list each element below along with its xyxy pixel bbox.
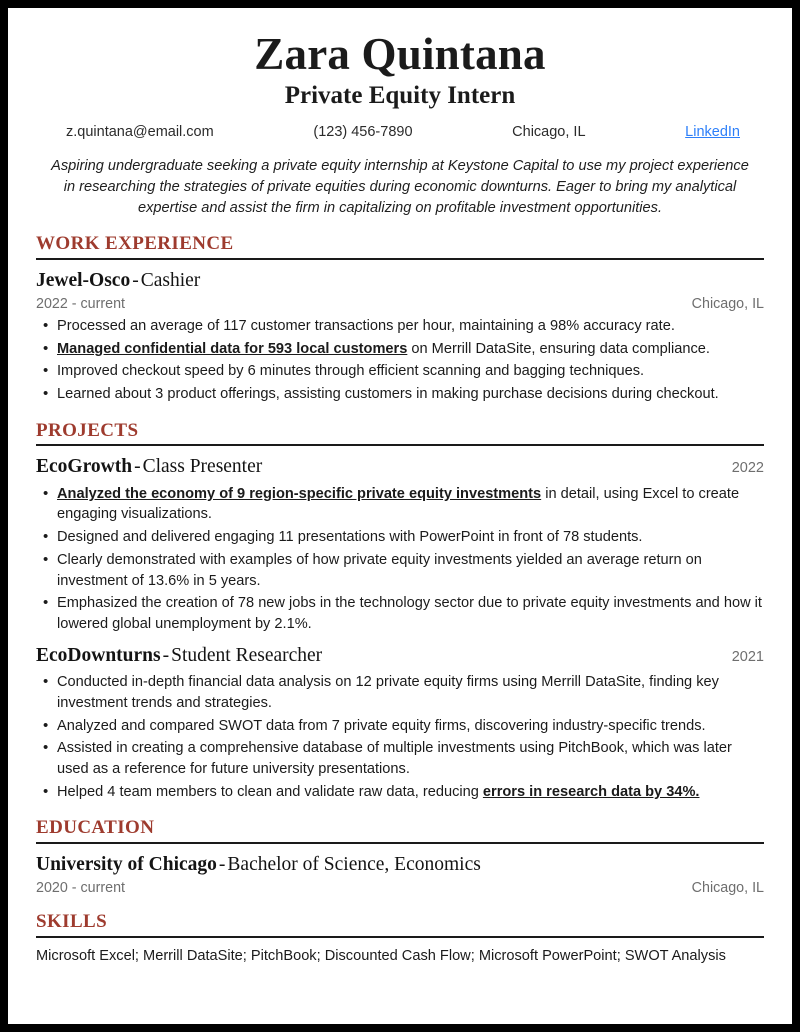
project-entry	[36, 644, 764, 803]
section-projects	[36, 420, 764, 803]
contact-row	[36, 124, 764, 140]
bullet-text: on Merrill DataSite, ensuring data compliance.	[407, 340, 710, 357]
list-item	[36, 384, 764, 405]
section-education	[36, 817, 764, 896]
list-item	[36, 550, 764, 591]
list-item	[36, 593, 764, 634]
work-entry	[36, 269, 764, 405]
list-item	[36, 716, 764, 737]
skills-list: Microsoft Excel; Merrill DataSite; PitchBook; Discounted Cash Flow; Microsoft PowerPoint; SWOT Analysis	[36, 947, 726, 964]
entry-organization: Jewel-Osco	[36, 269, 131, 291]
bullet-text: Analyzed and compared SWOT data from 7 private equity firms, discovering industry-specific trends.	[57, 717, 706, 734]
entry-location: Chicago, IL	[691, 880, 764, 897]
bullet-text: Learned about 3 product offerings, assisting customers in making purchase decisions during checkout.	[57, 386, 719, 403]
entry-title	[36, 853, 481, 877]
contact-linkedin-link[interactable]: LinkedIn	[685, 124, 740, 141]
candidate-name: Zara Quintana	[254, 29, 546, 79]
section-skills	[36, 911, 764, 966]
entry-separator: -	[132, 269, 139, 291]
list-item	[36, 527, 764, 548]
list-item	[36, 782, 764, 803]
bullet-text: Processed an average of 117 customer transactions per hour, maintaining a 98% accuracy rate.	[57, 318, 675, 335]
bullet-text: Designed and delivered engaging 11 presentations with PowerPoint in front of 78 students.	[57, 529, 643, 546]
entry-year: 2022	[731, 460, 764, 477]
contact-phone: (123) 456-7890	[313, 124, 413, 141]
entry-bullet-list	[36, 316, 764, 405]
list-item	[36, 316, 764, 337]
list-item	[36, 738, 764, 779]
section-divider	[36, 842, 764, 844]
bullet-text: Clearly demonstrated with examples of how private equity investments yielded an average return on investment of 13.6% in 5 years.	[57, 551, 702, 589]
entry-title	[36, 644, 322, 668]
entry-degree: Bachelor of Science, Economics	[227, 853, 481, 875]
bullet-emphasis: Managed confidential data for 593 local customers	[57, 340, 408, 357]
entry-role: Student Researcher	[171, 644, 323, 666]
bullet-text: Emphasized the creation of 78 new jobs in the technology sector due to private equity investments and how it lowered global unemployment by 2.1%.	[57, 595, 762, 632]
entry-bullet-list	[36, 484, 764, 635]
entry-header	[36, 644, 764, 668]
bullet-emphasis: Analyzed the economy of 9 region-specific private equity investments	[57, 485, 542, 502]
entry-bullet-list	[36, 672, 764, 802]
section-title-skills: SKILLS	[36, 911, 108, 933]
entry-header	[36, 853, 764, 877]
entry-header	[36, 455, 764, 479]
contact-location: Chicago, IL	[512, 124, 586, 141]
section-divider	[36, 258, 764, 260]
candidate-headline: Private Equity Intern	[284, 81, 516, 109]
list-item	[36, 339, 764, 360]
entry-header	[36, 269, 764, 293]
section-title-work-experience: WORK EXPERIENCE	[36, 233, 234, 255]
entry-location: Chicago, IL	[691, 296, 764, 313]
entry-dates: 2022 - current	[36, 296, 126, 313]
bullet-text: Conducted in-depth financial data analysis on 12 private equity firms using Merrill DataSite, finding key investment trends and strategies.	[57, 674, 719, 711]
professional-summary: Aspiring undergraduate seeking a private equity internship at Keystone Capital to use my project experience in researching the strategies of private equities during economic downturns. Eager to bring my analytical expertise and assist the firm in capitalizing on profitable investment opportunities.	[51, 158, 749, 216]
entry-role: Cashier	[140, 269, 201, 291]
bullet-text: Improved checkout speed by 6 minutes through efficient scanning and bagging techniques.	[57, 363, 645, 380]
list-item	[36, 361, 764, 382]
entry-dates: 2020 - current	[36, 880, 126, 897]
entry-meta	[36, 296, 764, 312]
section-divider	[36, 444, 764, 446]
entry-title	[36, 455, 262, 479]
bullet-text: Assisted in creating a comprehensive database of multiple investments using PitchBook, which was later used as a reference for future university presentations.	[57, 740, 732, 777]
entry-year: 2021	[731, 648, 764, 665]
entry-organization: EcoGrowth	[36, 456, 133, 478]
section-title-education: EDUCATION	[36, 817, 155, 839]
list-item	[36, 484, 764, 525]
entry-title	[36, 269, 200, 293]
project-entry	[36, 455, 764, 634]
section-work-experience	[36, 233, 764, 405]
entry-meta	[36, 880, 764, 896]
entry-separator: -	[218, 853, 226, 875]
list-item	[36, 672, 764, 713]
education-entry	[36, 853, 764, 896]
resume-page	[8, 8, 792, 1024]
contact-email[interactable]: z.quintana@email.com	[66, 124, 214, 141]
entry-separator: -	[162, 644, 170, 666]
entry-separator: -	[134, 456, 141, 478]
section-divider	[36, 936, 764, 938]
entry-organization: EcoDownturns	[36, 644, 161, 666]
resume-header	[36, 30, 764, 140]
entry-role: Class Presenter	[142, 456, 263, 478]
bullet-emphasis: errors in research data by 34%.	[482, 783, 700, 800]
bullet-text: Helped 4 team members to clean and validate raw data, reducing	[57, 783, 483, 800]
bullet-text: in detail, using Excel to create engaging visualizations.	[57, 485, 740, 523]
section-title-projects: PROJECTS	[36, 419, 139, 441]
entry-organization: University of Chicago	[36, 853, 217, 875]
